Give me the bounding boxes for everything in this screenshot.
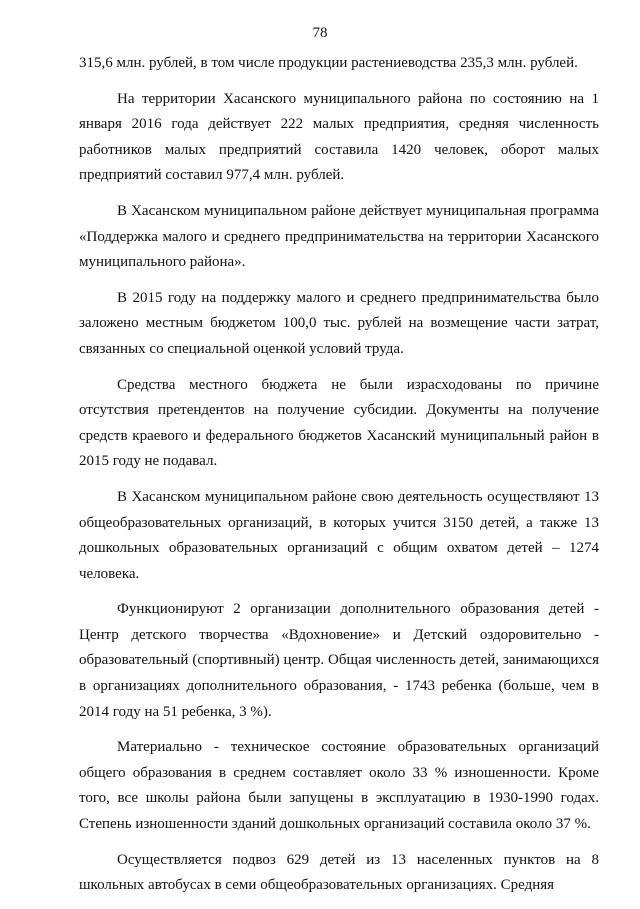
paragraph-continuation: 315,6 млн. рублей, в том числе продукции растениеводства 235,3 млн. рублей.: [79, 55, 578, 71]
page-number: 78: [312, 25, 328, 41]
paragraph-municipal-program: В Хасанском муниципальном районе действует муниципальная программа «Поддержка малого и среднего предпринимательства на территории Хасанского муниципального района».: [79, 202, 599, 271]
paragraph-education-organizations: В Хасанском муниципальном районе свою деятельность осуществляют 13 общеобразовательных организаций, в которых учится 3150 детей, а также 13 дошкольных образовательных организаций с общим охватом детей – 1274 человека.: [79, 488, 599, 582]
paragraph-budget-2015: В 2015 году на поддержку малого и среднего предпринимательства было заложено местным бюджетом 100,0 тыс. рублей на возмещение части затрат, связанных со специальной оценкой условий труда.: [79, 289, 599, 357]
paragraph-material-condition: Материально - техническое состояние образовательных организаций общего образования в среднем составляет около 33 % изношенности. Кроме того, все школы района были запущены в эксплуатацию в 1930-1990 годах. Степень изношенности зданий дошкольных организаций составила около 37 %.: [79, 739, 599, 833]
paragraph-school-transport: Осуществляется подвоз 629 детей из 13 населенных пунктов на 8 школьных автобусах в семи общеобразовательных организациях. Средняя: [79, 851, 599, 894]
paragraph-additional-education: Функционируют 2 организации дополнительного образования детей - Центр детского творчества «Вдохновение» и Детский оздоровительно - образовательный (спортивный) центр. Общая численность детей, занимающихся в организациях дополнительного образования, - 1743 ребенка (больше, чем в 2014 году на 51 ребенка, 3 %).: [79, 601, 599, 720]
paragraph-small-enterprises: На территории Хасанского муниципального района по состоянию на 1 января 2016 года действует 222 малых предприятия, средняя численность работников малых предприятий составила 1420 человек, оборот малых предприятий составил 977,4 млн. рублей.: [79, 90, 599, 184]
document-body: [79, 51, 599, 909]
paragraph-unspent-funds: Средства местного бюджета не были израсходованы по причине отсутствия претендентов на получение субсидии. Документы на получение средств краевого и федерального бюджетов Хасанский муниципальный район в 2015 году не подавал.: [79, 376, 599, 470]
